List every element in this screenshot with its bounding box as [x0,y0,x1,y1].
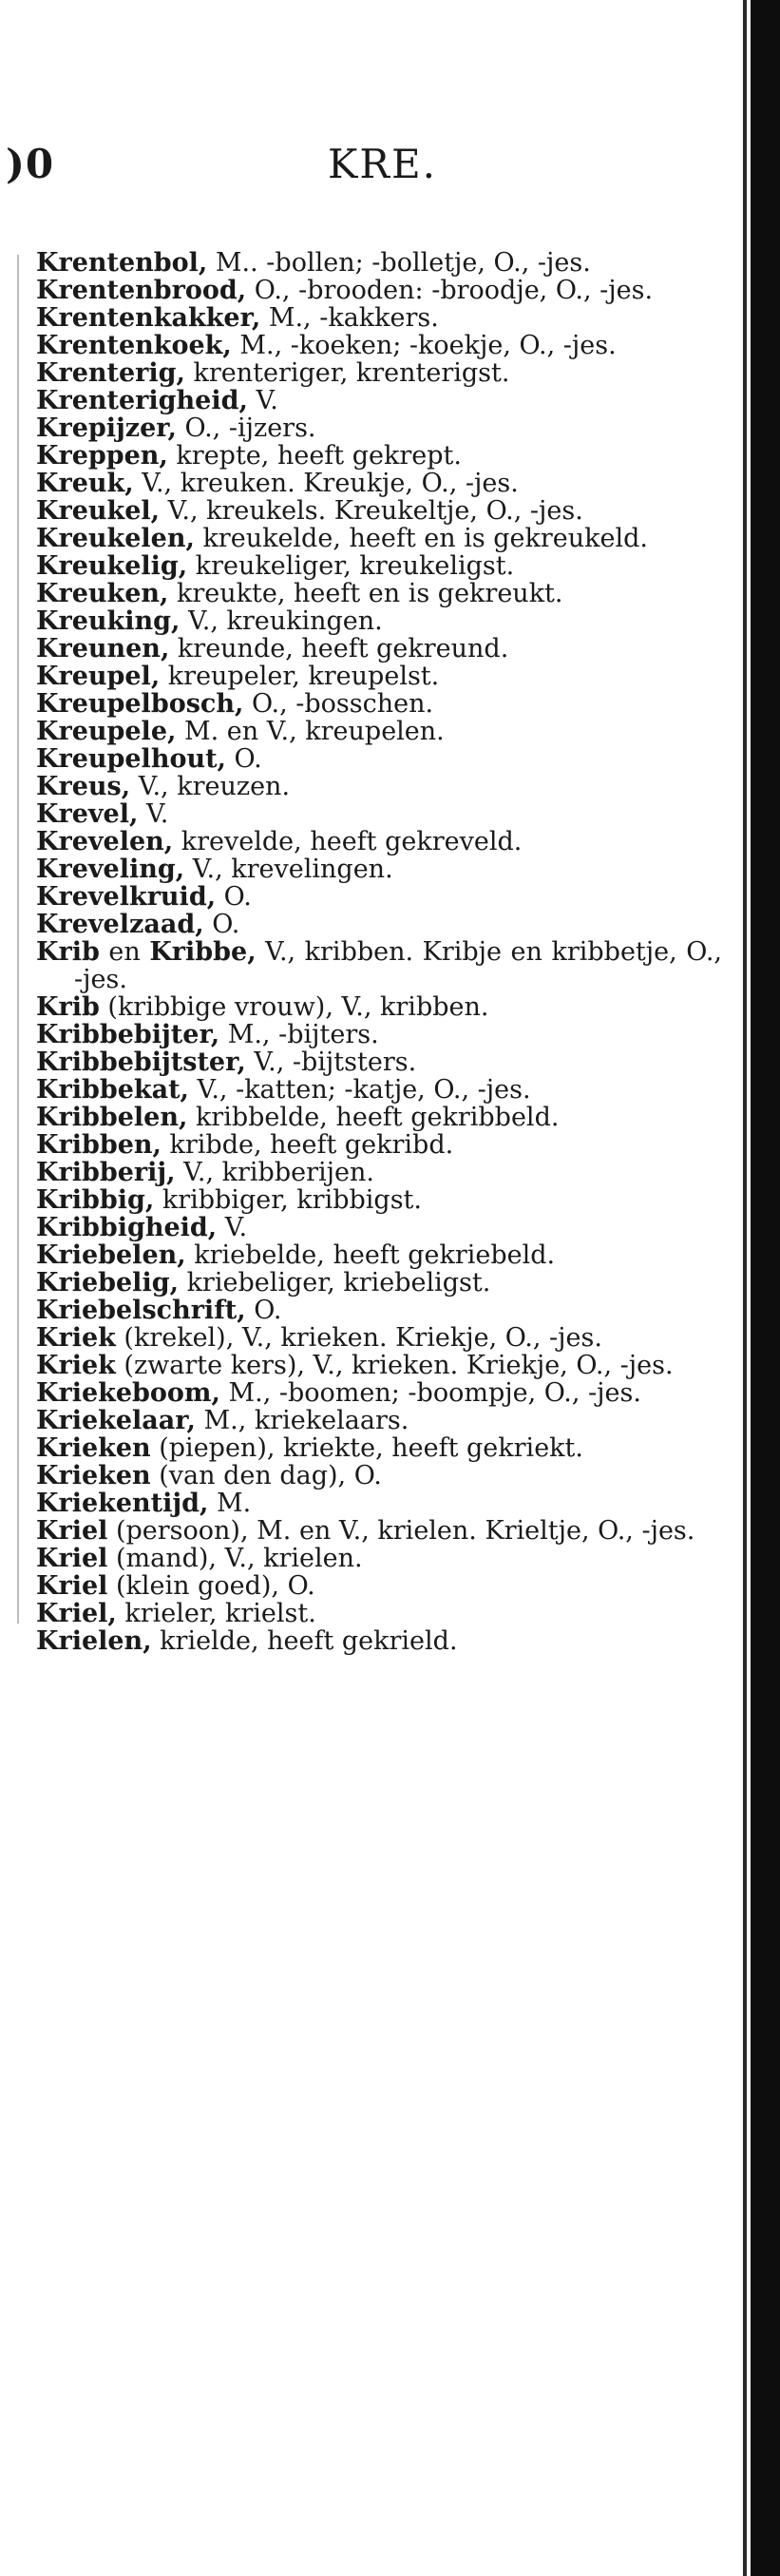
entry-definition: (krekel), V., krieken. Kriekje, O., -jes. [115,1323,602,1353]
dictionary-entry [36,1297,722,1324]
entry-definition: V. [217,1213,248,1242]
entry-definition: (mand), V., krielen. [107,1544,363,1573]
entry-definition: V., kreuken. Kreukje, O., -jes. [133,469,519,498]
entry-definition: kribde, heeft gekribd. [161,1130,454,1160]
entry-definition: V., kreuzen. [130,772,291,801]
page-header [0,141,722,198]
entry-headword: Kreukel, [36,496,161,526]
dictionary-entry [36,1131,722,1159]
entry-headword: Kreupelbosch, [36,689,244,719]
entry-headword: Krepijzer, [36,413,177,443]
dictionary-entry [36,1241,722,1269]
dictionary-entry [36,525,722,552]
entry-headword: Kreuken, [36,579,169,608]
spine-edge [743,0,747,2576]
entry-headword: Kriekelaar, [36,1406,196,1435]
entry-headword: Kribberij, [36,1158,176,1187]
dictionary-entry [36,718,722,745]
entry-headword: Krentenbol, [36,248,208,278]
dictionary-entry [36,1021,722,1048]
entry-definition: M. [208,1489,252,1518]
dictionary-entry [36,855,722,883]
entry-definition: M. en V., kreupelen. [176,717,445,746]
entry-headword: Kribbig, [36,1185,155,1215]
dictionary-entry [36,1186,722,1214]
entry-headword: Krielen, [36,1626,152,1656]
entry-headword: Kriebelig, [36,1268,179,1298]
entry-definition: V., -bijtsters. [245,1048,417,1077]
dictionary-entry [36,635,722,663]
dictionary-entry [36,828,722,855]
dictionary-entry [36,1214,722,1241]
entry-definition: M., -koeken; -koekje, O., -jes. [231,331,617,360]
entry-headword: Kreveling, [36,855,185,884]
dictionary-entry [36,773,722,800]
dictionary-entry [36,1324,722,1352]
entry-headword-variant: Kribbe, [149,937,257,967]
dictionary-entry [36,690,722,718]
entry-definition: M., -bijters. [219,1020,379,1049]
entry-definition: (piepen), kriekte, heeft gekriekt. [150,1433,583,1463]
entry-headword: Kribbelen, [36,1103,188,1132]
entry-definition: V. [138,799,169,829]
entry-headword: Krib [36,937,100,967]
dictionary-entry [36,1048,722,1076]
entry-headword: Kriel, [36,1599,117,1628]
entry-headword: Krevelzaad, [36,910,204,939]
dictionary-entry [36,1104,722,1131]
entry-definition: O., -brooden: -broodje, O., -jes. [246,276,654,305]
entry-headword: Krib [36,992,100,1022]
dictionary-entry [36,1517,722,1545]
entry-definition: V., kreukingen. [180,606,383,636]
dictionary-entry [36,249,722,277]
dictionary-entry [36,1462,722,1490]
dictionary-entry [36,414,722,442]
dictionary-entry [36,911,722,938]
entry-definition: krieler, krielst. [116,1599,316,1628]
entry-definition: (zwarte kers), V., krieken. Kriekje, O., -jes. [115,1351,674,1380]
entry-headword: Kreupel, [36,662,161,691]
page-spine-shadow [751,0,780,2576]
entry-definition: krevelde, heeft gekreveld. [173,827,523,856]
entry-headword: Kribben, [36,1130,162,1160]
entry-definition: V., kribberijen. [175,1158,374,1187]
dictionary-entry [36,1379,722,1407]
entry-definition: kribbiger, kribbigst. [154,1185,422,1215]
entry-headword: Kreus, [36,772,131,801]
entry-headword: Kreuk, [36,469,134,498]
entry-definition: O. [216,882,252,912]
entry-headword: Kriek [36,1351,116,1380]
dictionary-entry [36,1490,722,1517]
entry-headword: Krieken [36,1433,151,1463]
entry-headword: Kreukelig, [36,551,188,581]
entry-headword: Krentenbrood, [36,276,247,305]
entry-headword: Kriel [36,1571,108,1601]
entry-definition: (klein goed), O. [107,1571,315,1601]
entry-headword: Kreupele, [36,717,177,746]
dictionary-entry [36,745,722,773]
entry-definition: O. [203,910,240,939]
dictionary-entry [36,1269,722,1297]
dictionary-entry [36,800,722,828]
entry-definition: kriebeliger, kriebeligst. [178,1268,491,1298]
entry-definition: V., -katten; -katje, O., -jes. [188,1075,531,1105]
entry-headword: Krevel, [36,799,139,829]
entry-definition: (kribbige vrouw), V., kribben. [99,992,489,1022]
dictionary-entry [36,1159,722,1186]
entry-definition: en [99,937,150,967]
dictionary-entry [36,1434,722,1462]
entry-definition: kreunde, heeft gekreund. [169,634,509,663]
entry-definition: kreukte, heeft en is gekreukt. [168,579,563,608]
entry-headword: Krevelkruid, [36,882,217,912]
entry-definition: O. [245,1296,282,1325]
entry-headword: Kribbebijter, [36,1020,220,1049]
entry-headword: Kribbigheid, [36,1213,218,1242]
dictionary-entry [36,442,722,470]
entry-definition: V. [247,386,278,415]
entry-headword: Kribbekat, [36,1075,189,1105]
entry-definition: (van den dag), O. [150,1461,382,1490]
entry-headword: Krentenkoek, [36,331,232,360]
entry-definition: krepte, heeft gekrept. [167,441,462,471]
entry-headword: Kriebelen, [36,1240,186,1270]
entry-headword: Kriekeboom, [36,1378,220,1408]
entry-definition: V., kreukels. Kreukeltje, O., -jes. [160,496,583,526]
dictionary-entry [36,1407,722,1434]
dictionary-entry [36,883,722,911]
entry-headword: Krieken [36,1461,151,1490]
dictionary-entry-list [36,249,722,1655]
dictionary-entry [36,470,722,497]
entry-headword: Krenterigheid, [36,386,248,415]
entry-definition: kribbelde, heeft gekribbeld. [187,1103,560,1132]
page-number: )0 [6,141,55,187]
entry-headword: Kriekentijd, [36,1489,209,1518]
entry-headword: Krenterig, [36,358,185,388]
entry-headword: Kreupelhout, [36,744,226,774]
dictionary-entry [36,607,722,635]
entry-definition: V., krevelingen. [184,855,393,884]
entry-headword: Kreunen, [36,634,170,663]
entry-headword: Krevelen, [36,827,174,856]
entry-definition: kreukelde, heeft en is gekreukeld. [194,524,649,553]
dictionary-entry [36,332,722,359]
entry-definition: O., -ijzers. [176,413,316,443]
entry-headword: Krentenkakker, [36,303,261,333]
entry-definition: kreupeler, kreupelst. [160,662,440,691]
entry-headword: Kreuking, [36,606,181,636]
margin-rule [17,255,19,1624]
dictionary-entry [36,552,722,580]
entry-definition: (persoon), M. en V., krielen. Krieltje, O., -jes. [107,1516,695,1546]
running-head: KRE. [328,141,438,187]
dictionary-entry [36,663,722,690]
dictionary-entry [36,938,722,993]
dictionary-entry [36,1076,722,1104]
dictionary-entry [36,359,722,387]
entry-definition: krenteriger, krenterigst. [184,358,510,388]
entry-definition: krielde, heeft gekrield. [151,1626,458,1656]
entry-definition: V., kribben. Kribje en kribbetje, O., -jes. [74,937,722,994]
dictionary-entry [36,1600,722,1627]
entry-definition: kriebelde, heeft gekriebeld. [185,1240,556,1270]
entry-definition: O., -bosschen. [243,689,434,719]
dictionary-entry [36,304,722,332]
entry-headword: Kreukelen, [36,524,195,553]
entry-definition: M., -kakkers. [260,303,439,333]
entry-headword: Kriel [36,1516,108,1546]
entry-definition: M.. -bollen; -bolletje, O., -jes. [207,248,591,278]
dictionary-entry [36,993,722,1021]
entry-definition: kreukeliger, kreukeligst. [187,551,515,581]
dictionary-entry [36,1572,722,1600]
entry-definition: M., -boomen; -boompje, O., -jes. [219,1378,641,1408]
dictionary-entry [36,580,722,607]
entry-headword: Kreppen, [36,441,168,471]
dictionary-entry [36,387,722,414]
dictionary-entry [36,1352,722,1379]
entry-definition: O. [225,744,262,774]
entry-headword: Kribbebijtster, [36,1048,246,1077]
dictionary-entry [36,1545,722,1572]
dictionary-entry [36,277,722,304]
dictionary-entry [36,497,722,525]
entry-headword: Kriek [36,1323,116,1353]
dictionary-entry [36,1627,722,1655]
entry-headword: Kriel [36,1544,108,1573]
entry-definition: M., kriekelaars. [195,1406,409,1435]
entry-headword: Kriebelschrift, [36,1296,246,1325]
